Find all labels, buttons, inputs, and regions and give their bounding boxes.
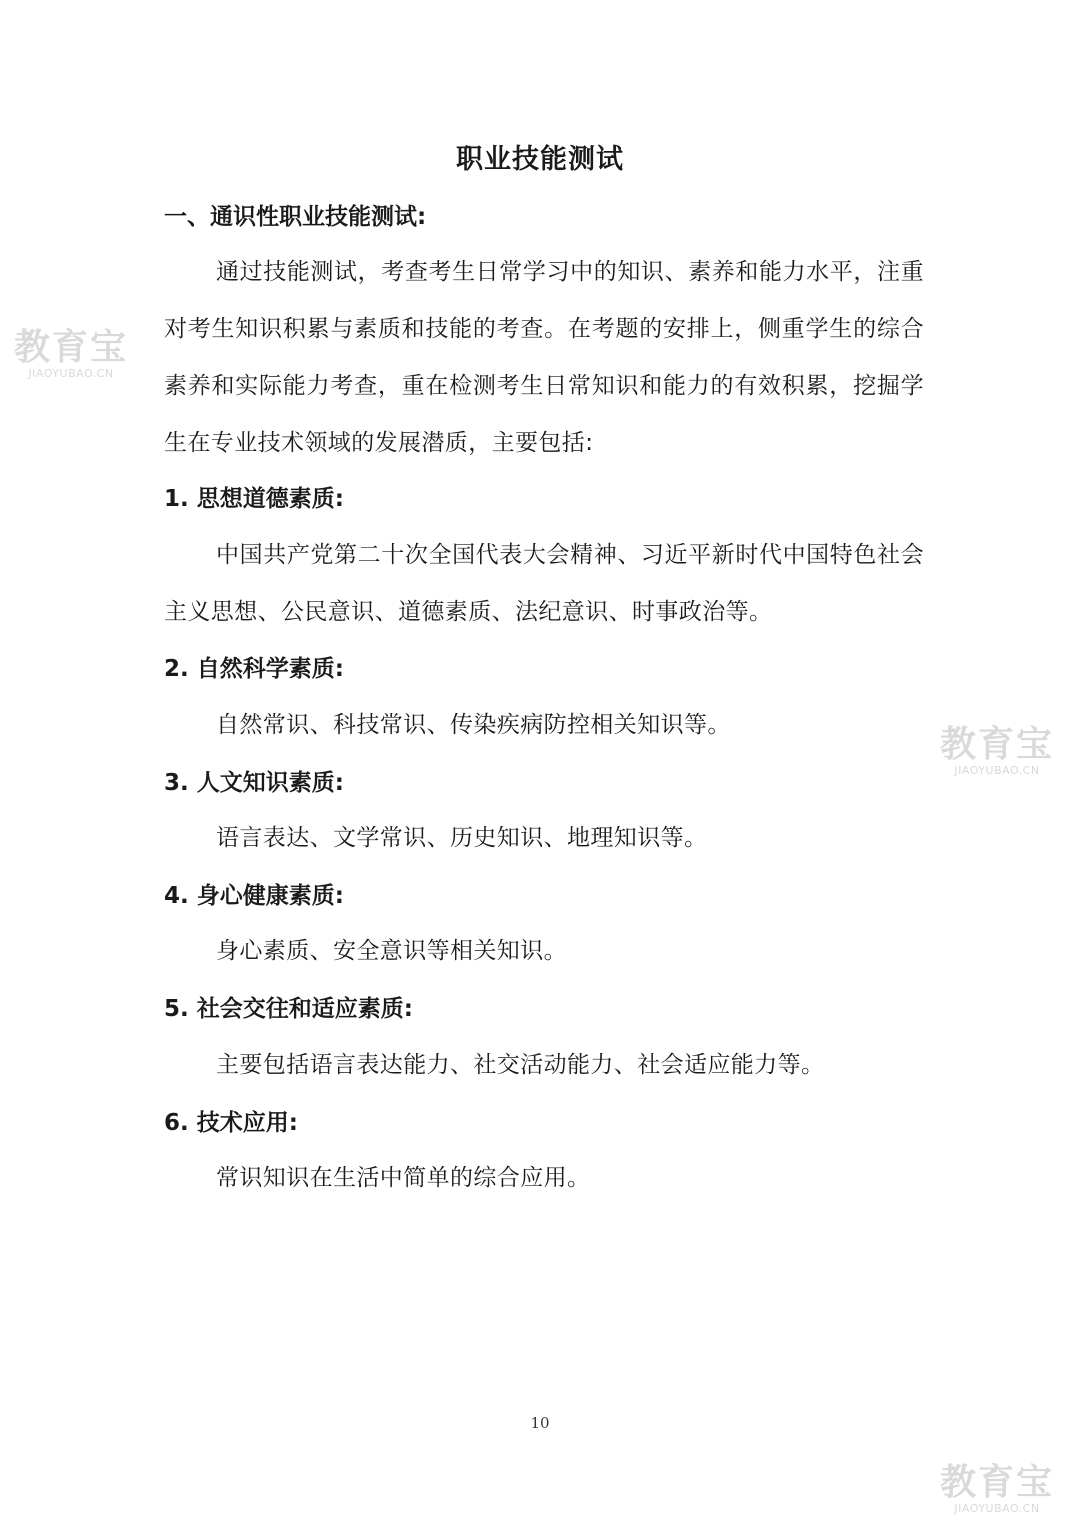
section-heading: 一、通识性职业技能测试: — [164, 204, 427, 230]
item-text-1: 中国共产党第二十次全国代表大会精神、习近平新时代中国特色社会主义思想、公民意识、道德素质、法纪意识、时事政治等。 — [164, 542, 924, 625]
watermark-brand: 教育宝 — [940, 1462, 1055, 1503]
item-text-4: 身心素质、安全意识等相关知识。 — [216, 938, 567, 964]
item-text-3: 语言表达、文学常识、历史知识、地理知识等。 — [216, 825, 708, 851]
item-text-6: 常识知识在生活中简单的综合应用。 — [216, 1165, 591, 1191]
watermark-brand: 教育宝 — [940, 724, 1055, 765]
watermark-logo — [14, 327, 129, 380]
page-title: 职业技能测试 — [456, 144, 624, 175]
watermark-site: JIAOYUBAO.CN — [28, 367, 114, 380]
watermark-site: JIAOYUBAO.CN — [954, 764, 1040, 777]
item-text-2: 自然常识、科技常识、传染疾病防控相关知识等。 — [216, 712, 731, 738]
watermark-logo — [940, 724, 1055, 777]
item-heading-5: 5. 社会交往和适应素质: — [164, 996, 413, 1022]
item-heading-3: 3. 人文知识素质: — [164, 770, 344, 796]
page-number: 10 — [530, 1414, 550, 1432]
watermark-logo — [940, 1462, 1055, 1515]
watermark-site: JIAOYUBAO.CN — [954, 1502, 1040, 1515]
item-text-5: 主要包括语言表达能力、社交活动能力、社会适应能力等。 — [216, 1052, 825, 1078]
item-heading-1: 1. 思想道德素质: — [164, 486, 344, 512]
item-heading-6: 6. 技术应用: — [164, 1110, 298, 1136]
item-heading-2: 2. 自然科学素质: — [164, 656, 344, 682]
watermark-brand: 教育宝 — [14, 327, 129, 368]
item-heading-4: 4. 身心健康素质: — [164, 883, 344, 909]
intro-paragraph: 通过技能测试，考查考生日常学习中的知识、素养和能力水平，注重对考生知识积累与素质和技能的考查。在考题的安排上，侧重学生的综合素养和实际能力考查，重在检测考生日常知识和能力的有效积累，挖掘学生在专业技术领域的发展潜质，主要包括: — [164, 259, 924, 456]
